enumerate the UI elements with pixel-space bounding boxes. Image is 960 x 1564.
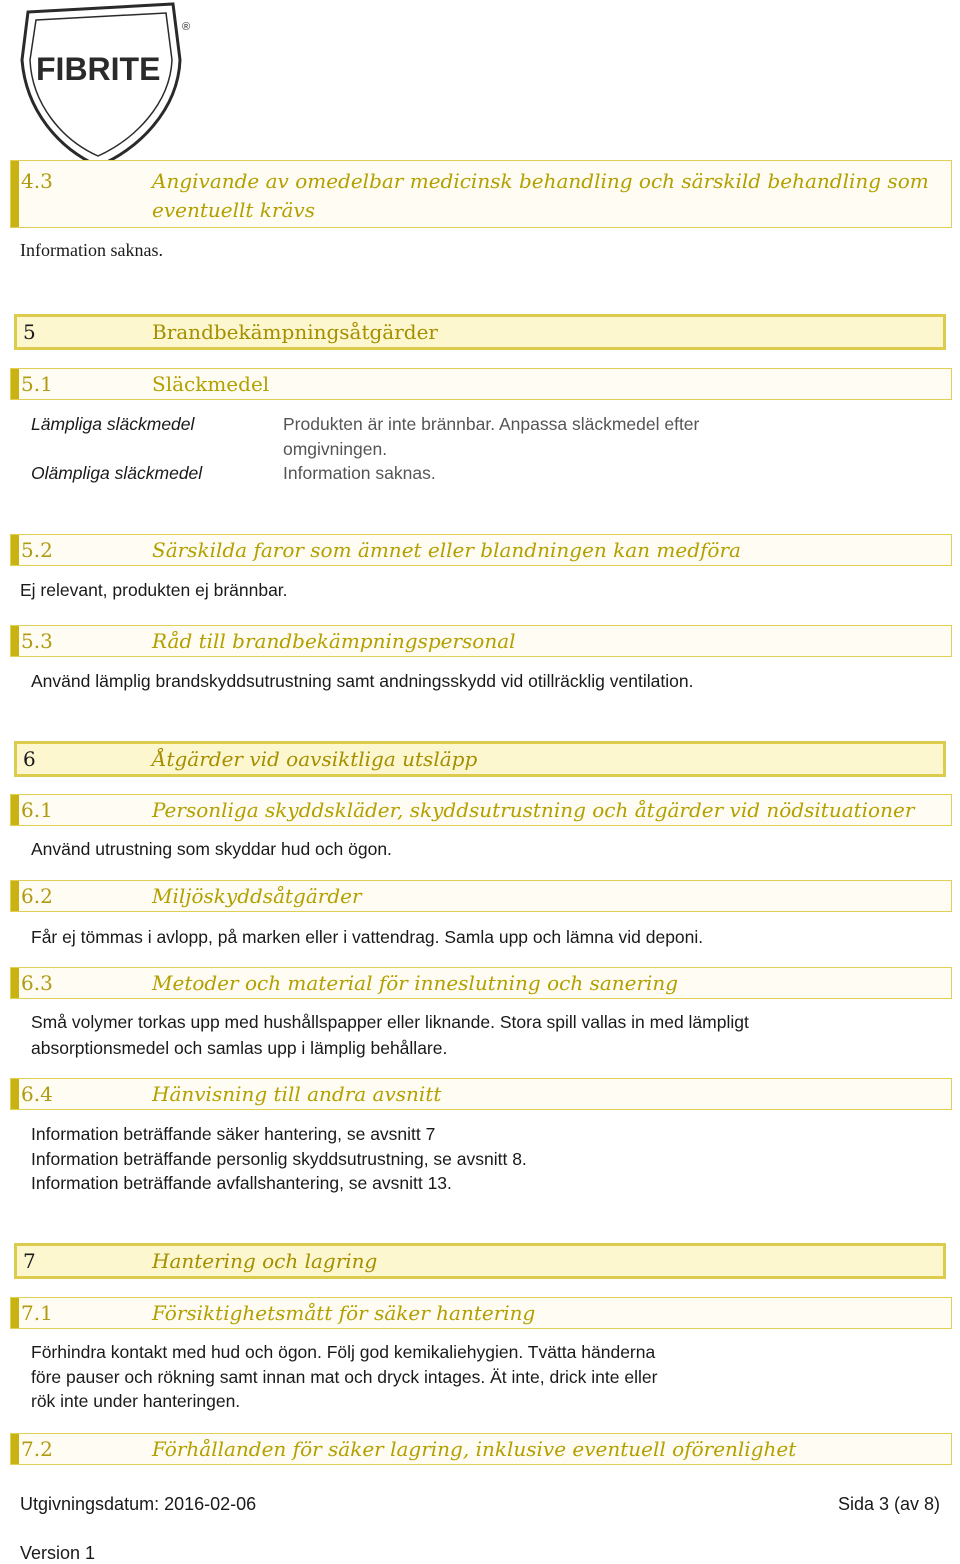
section-accent: [11, 1434, 19, 1464]
section-6-1-body: Använd utrustning som skyddar hud och ögon.: [31, 839, 392, 859]
section-accent: [11, 369, 19, 399]
section-title-line2: eventuellt krävs: [152, 198, 315, 222]
section-number: 5.2: [21, 538, 53, 562]
section-6-3-body-line2: absorptionsmedel och samlas upp i lämplig behållare.: [31, 1038, 448, 1058]
unsuitable-label: Olämpliga släckmedel: [31, 463, 203, 483]
section-number: 7: [23, 1249, 36, 1273]
section-title: Åtgärder vid oavsiktliga utsläpp: [152, 747, 478, 771]
shield-logo-icon: [18, 0, 198, 168]
section-6-2-header: [10, 880, 952, 912]
section-title: Personliga skyddskläder, skyddsutrustning och åtgärder vid nödsituationer: [152, 798, 915, 822]
section-accent: [11, 881, 19, 911]
section-title: Särskilda faror som ämnet eller blandningen kan medföra: [152, 538, 741, 562]
reference-line: Information beträffande personlig skyddsutrustning, se avsnitt 8.: [31, 1149, 527, 1169]
section-4-3-body: Information saknas.: [20, 240, 163, 260]
section-5-3-header: [10, 625, 952, 657]
section-accent: [11, 795, 19, 825]
section-accent: [11, 968, 19, 998]
section-number: 5.1: [21, 372, 53, 396]
section-6-1-header: [10, 794, 952, 826]
suitable-value-line2: omgivningen.: [283, 439, 388, 459]
section-title: Förhållanden för säker lagring, inklusive eventuell oförenlighet: [152, 1437, 797, 1461]
section-number: 6.2: [21, 884, 53, 908]
section-6-2-body: Får ej tömmas i avlopp, på marken eller i vattendrag. Samla upp och lämna vid deponi.: [31, 927, 704, 947]
handling-line: Förhindra kontakt med hud och ögon. Följ god kemikaliehygien. Tvätta händerna: [31, 1342, 656, 1362]
handling-line: rök inte under hanteringen.: [31, 1391, 241, 1411]
section-title: Hänvisning till andra avsnitt: [152, 1082, 442, 1106]
section-7-1-header: [10, 1297, 952, 1329]
section-6-4-header: [10, 1078, 952, 1110]
section-5-2-body: Ej relevant, produkten ej brännbar.: [20, 580, 288, 600]
section-title: Släckmedel: [152, 372, 270, 396]
section-accent: [11, 1079, 19, 1109]
section-number: 6.4: [21, 1082, 53, 1106]
section-7-header: [14, 1243, 946, 1279]
section-6-3-header: [10, 967, 952, 999]
section-number: 5.3: [21, 629, 53, 653]
section-title: Försiktighetsmått för säker hantering: [152, 1301, 536, 1325]
section-7-2-header: [10, 1433, 952, 1465]
section-title-line1: Angivande av omedelbar medicinsk behandling och särskild behandling som: [152, 169, 929, 193]
issue-date: Utgivningsdatum: 2016-02-06: [20, 1494, 257, 1514]
section-5-2-header: [10, 534, 952, 566]
section-accent: [11, 161, 19, 227]
registered-mark: ®: [182, 21, 191, 33]
suitable-label: Lämpliga släckmedel: [31, 414, 195, 434]
section-title: Brandbekämpningsåtgärder: [152, 320, 438, 344]
section-accent: [11, 535, 19, 565]
section-title: Råd till brandbekämpningspersonal: [152, 629, 516, 653]
section-title: Metoder och material för inneslutning och sanering: [152, 971, 679, 995]
logo-text: FIBRITE: [36, 51, 161, 87]
section-4-3-header: [10, 160, 952, 228]
section-6-header: [14, 741, 946, 777]
fibrite-logo: [18, 0, 198, 168]
page-number: Sida 3 (av 8): [837, 1494, 940, 1514]
section-accent: [11, 626, 19, 656]
section-number: 6.1: [21, 798, 53, 822]
reference-line: Information beträffande avfallshantering, se avsnitt 13.: [31, 1173, 452, 1193]
section-5-3-body: Använd lämplig brandskyddsutrustning samt andningsskydd vid otillräcklig ventilation.: [31, 671, 694, 691]
suitable-value-line1: Produkten är inte brännbar. Anpassa släckmedel efter: [283, 414, 700, 434]
section-5-1-header: [10, 368, 952, 400]
unsuitable-value: Information saknas.: [283, 463, 436, 483]
section-number: 4.3: [21, 169, 53, 193]
section-title: Hantering och lagring: [152, 1249, 378, 1273]
section-6-3-body-line1: Små volymer torkas upp med hushållspapper eller liknande. Stora spill vallas in med lämpligt: [31, 1012, 749, 1032]
section-title: Miljöskyddsåtgärder: [152, 884, 362, 908]
section-accent: [11, 1298, 19, 1328]
reference-line: Information beträffande säker hantering, se avsnitt 7: [31, 1124, 436, 1144]
section-5-header: [14, 314, 946, 350]
handling-line: före pauser och rökning samt innan mat och dryck intages. Ät inte, drick inte eller: [31, 1367, 658, 1387]
version: Version 1: [20, 1543, 96, 1563]
section-number: 7.2: [21, 1437, 53, 1461]
section-number: 7.1: [21, 1301, 53, 1325]
section-number: 5: [23, 320, 36, 344]
section-number: 6: [23, 747, 36, 771]
section-number: 6.3: [21, 971, 53, 995]
